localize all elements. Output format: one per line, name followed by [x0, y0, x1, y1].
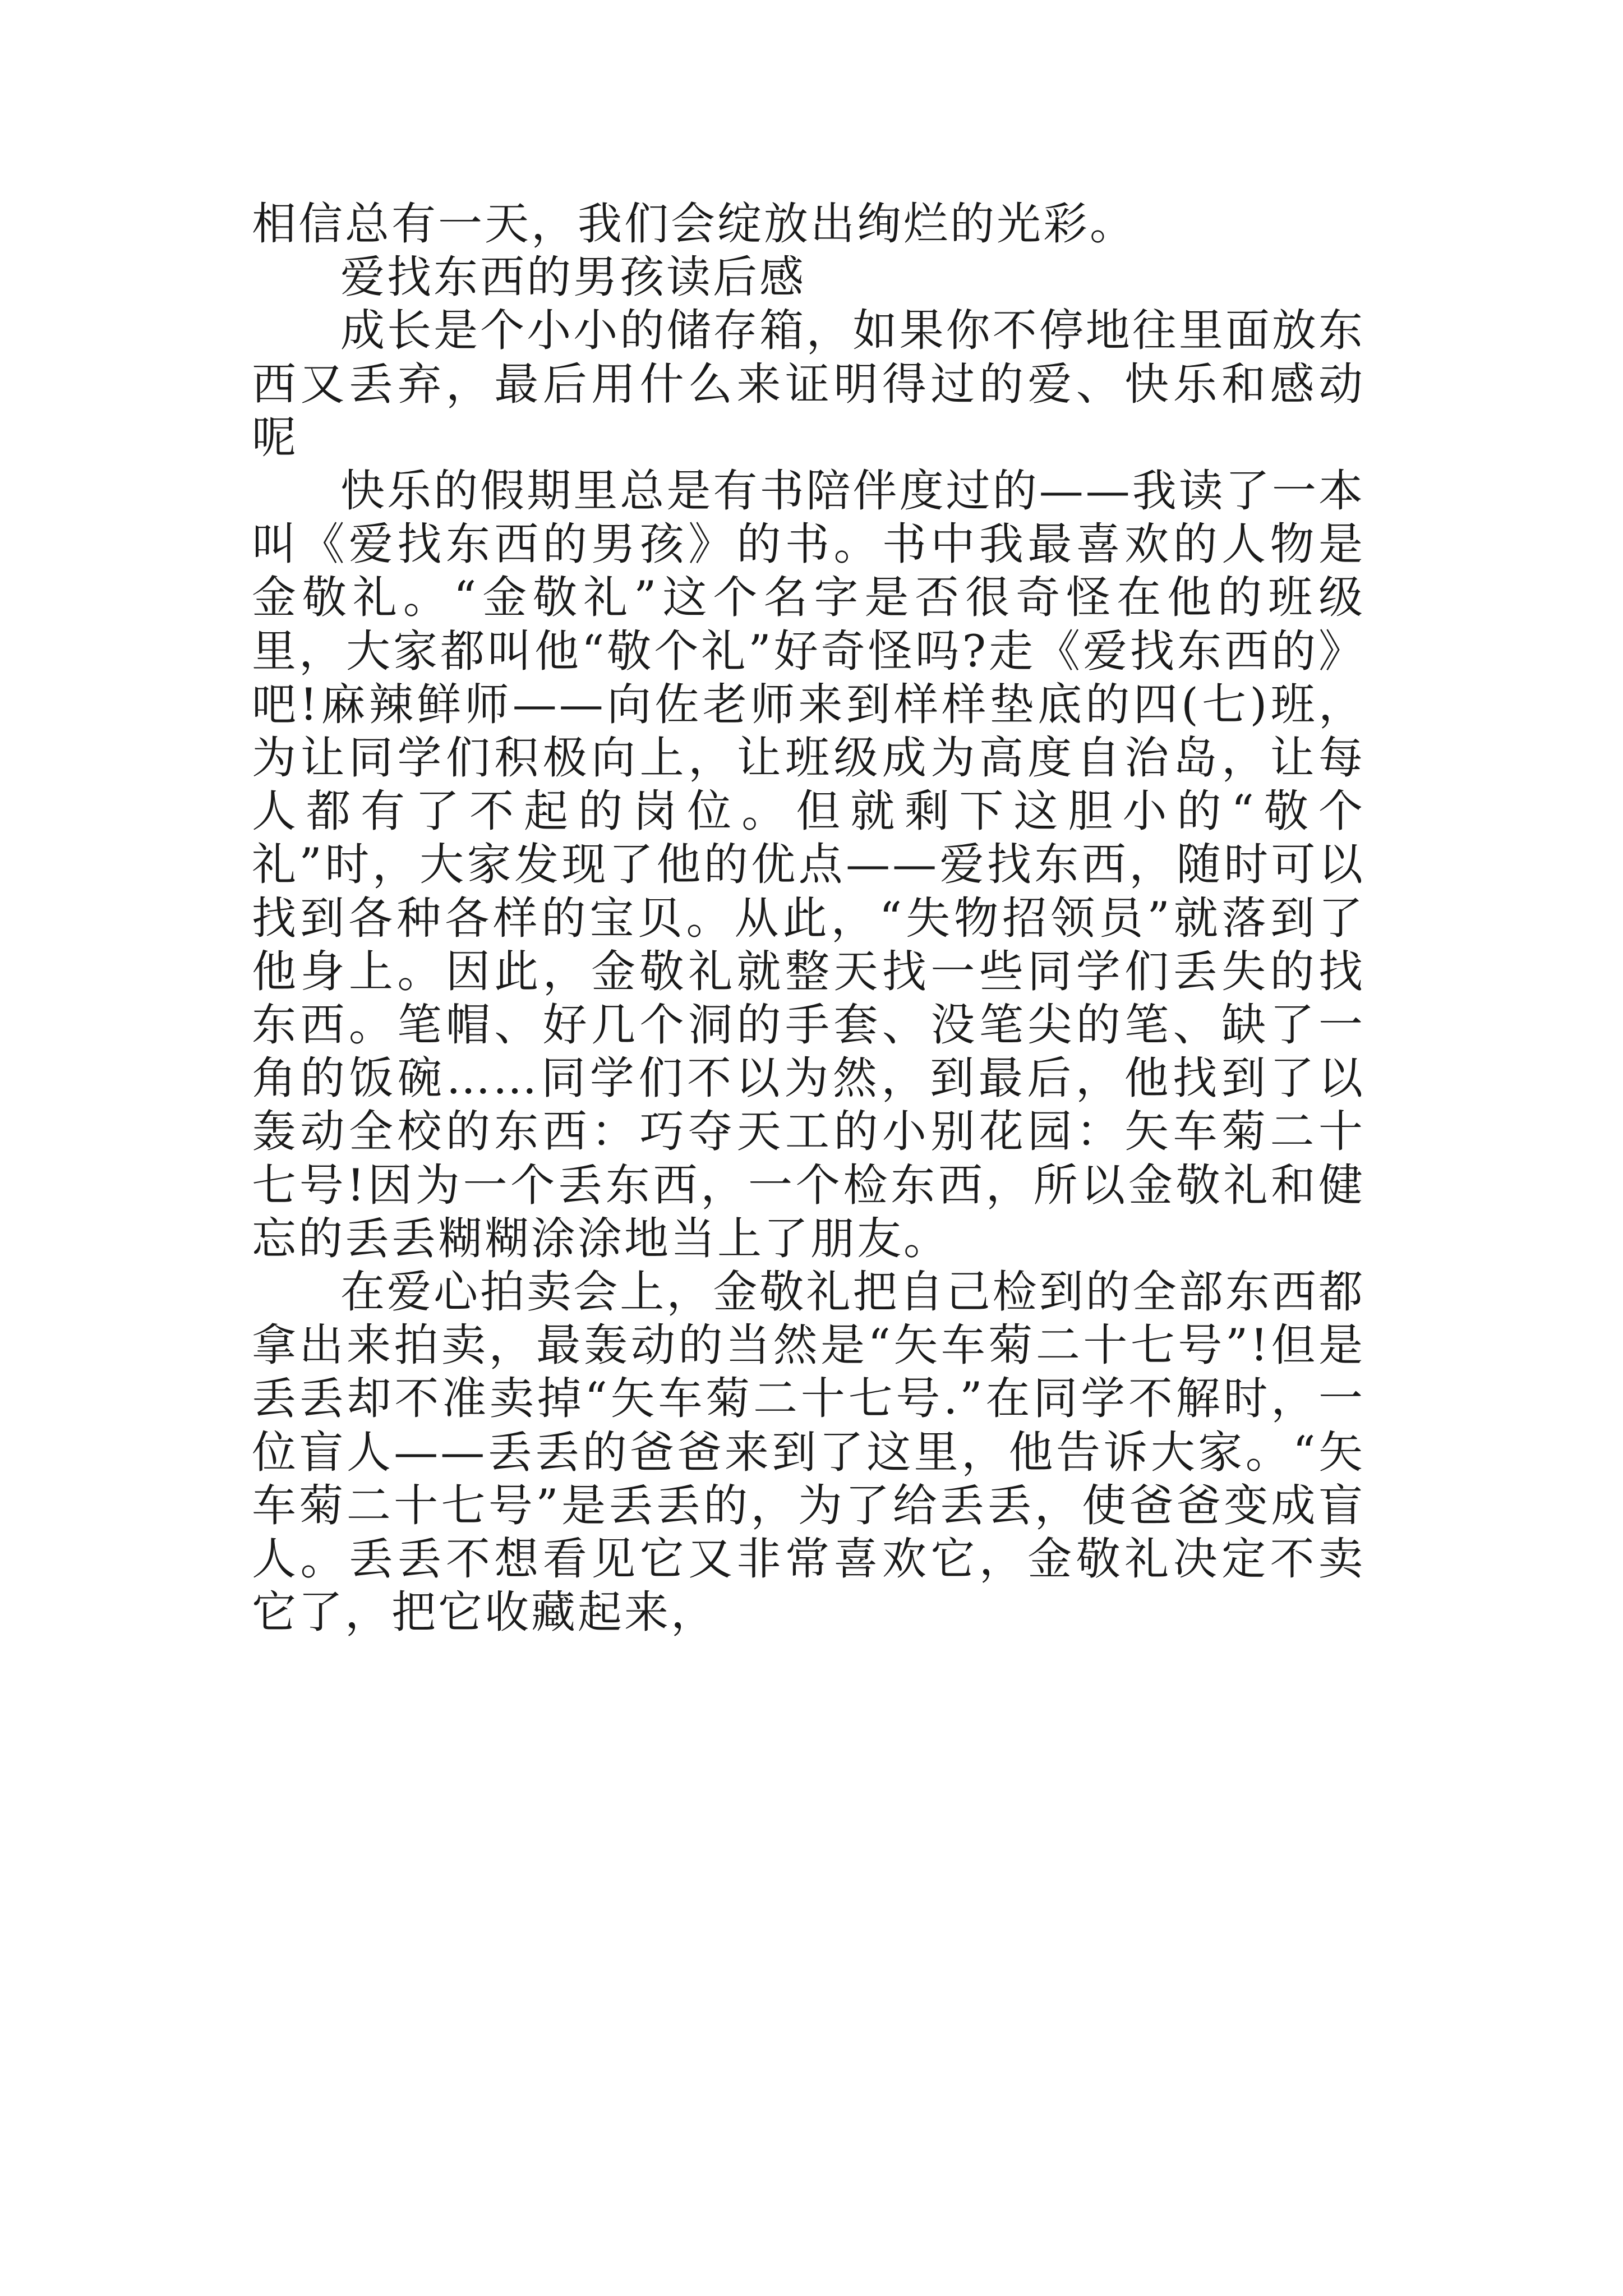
paragraph-body-2: 在爱心拍卖会上，金敬礼把自己检到的全部东西都拿出来拍卖，最轰动的当然是“矢车菊二十七号”!但是丢丢却不准卖掉“矢车菊二十七号.”在同学不解时，一位盲人——丢丢的爸爸来到了这里，他告诉大家。“矢车菊二十七号”是丢丢的，为了给丢丢，使爸爸变成盲人。丢丢不想看见它又非常喜欢它，金敬礼决定不卖它了，把它收藏起来，	[252, 1266, 1365, 1639]
document-body	[252, 197, 1365, 1639]
paragraph-continued: 相信总有一天，我们会绽放出绚烂的光彩。	[252, 198, 1136, 250]
essay-title: 爱找东西的男孩读后感	[340, 251, 806, 303]
paragraph-intro: 成长是个小小的储存箱，如果你不停地往里面放东西又丢弃，最后用什么来证明得过的爱、快乐和感动呢	[252, 305, 1365, 463]
paragraph-body-1: 快乐的假期里总是有书陪伴度过的——我读了一本叫《爱找东西的男孩》的书。书中我最喜欢的人物是金敬礼。“金敬礼”这个名字是否很奇怪在他的班级里，大家都叫他“敬个礼”好奇怪吗?走《爱找东西的》吧!麻辣鲜师——向佐老师来到样样垫底的四(七)班，为让同学们积极向上，让班级成为高度自治岛，让每人都有了不起的岗位。但就剩下这胆小的“敬个礼”时，大家发现了他的优点——爱找东西，随时可以找到各种各样的宝贝。从此，“失物招领员”就落到了他身上。因此，金敬礼就整天找一些同学们丢失的找东西。笔帽、好几个洞的手套、没笔尖的笔、缺了一角的饭碗……同学们不以为然，到最后，他找到了以轰动全校的东西：巧夺天工的小别花园：矢车菊二十七号!因为一个丢东西，一个检东西，所以金敬礼和健忘的丢丢糊糊涂涂地当上了朋友。	[252, 465, 1365, 1264]
